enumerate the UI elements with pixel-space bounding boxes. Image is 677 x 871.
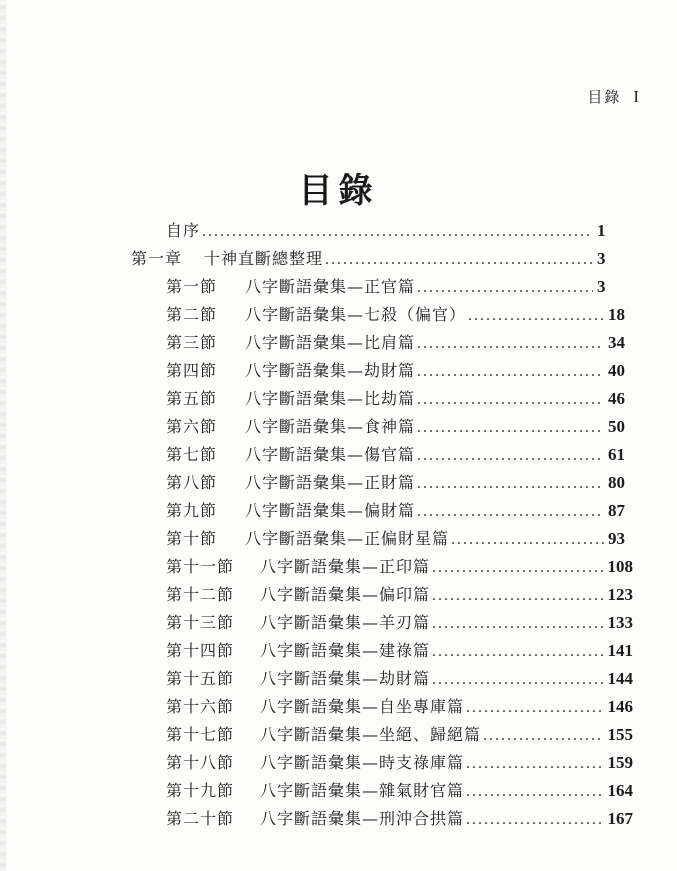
toc-entry-page: 167 [607,809,633,828]
toc-entry-section[interactable] [166,526,625,552]
toc-entry-section[interactable] [166,330,625,356]
toc-entry-section[interactable] [166,778,633,804]
toc-section-number: 第八節 [166,473,218,492]
toc-section-number: 第九節 [166,501,218,520]
toc-entry-page: 155 [607,725,633,744]
toc-entry-text: 八字斷語彙集—自坐專庫篇 [260,697,465,716]
leader-dots [417,387,604,413]
toc-entry-page: 46 [608,389,625,408]
leader-dots [417,359,604,385]
toc-entry-text: 八字斷語彙集—建祿篇 [260,641,431,660]
toc-section-number: 第十四節 [166,641,235,660]
toc-entry-section[interactable] [166,722,633,748]
toc-entry-page: 108 [607,557,633,576]
leader-dots [417,275,593,301]
toc-entry-section[interactable] [166,302,625,328]
toc-entry-page: 61 [608,445,625,464]
toc-entry-page: 93 [608,529,625,548]
toc-section-number: 第十二節 [166,585,235,604]
toc-entry-text: 八字斷語彙集—坐絕、歸絕篇 [260,725,482,744]
toc-entry-section[interactable] [166,386,625,412]
toc-section-number: 第七節 [166,445,218,464]
toc-entry-page: 146 [607,697,633,716]
toc-entry-page: 1 [597,221,606,240]
page-title: 目錄 [298,171,379,211]
running-head-title: 目錄 [587,88,622,106]
toc-entry-section[interactable] [166,442,625,468]
toc-entry-section[interactable] [166,694,633,720]
toc-entry-text: 八字斷語彙集—正印篇 [260,557,431,576]
scan-edge [0,0,6,871]
toc-entry-section[interactable] [166,582,633,608]
leader-dots [417,471,604,497]
toc-entry-text: 自序 [166,221,201,240]
toc-section-number: 第十五節 [166,669,235,688]
toc-entry-section[interactable] [166,414,625,440]
toc-entry-page: 3 [597,249,606,268]
toc-entry-text: 八字斷語彙集—時支祿庫篇 [260,753,465,772]
toc-entry-section[interactable] [166,750,633,776]
toc-entry-section[interactable] [166,638,633,664]
toc-section-number: 第五節 [166,389,218,408]
toc-entry-text: 八字斷語彙集—比肩篇 [245,333,416,352]
toc-entry-page: 34 [608,333,625,352]
running-head [587,86,641,107]
leader-dots [468,303,604,329]
toc-entry-text: 八字斷語彙集—食神篇 [245,417,416,436]
leader-dots [432,583,603,609]
toc-entry-text: 八字斷語彙集—劫財篇 [245,361,416,380]
toc-entry-page: 3 [597,277,606,296]
leader-dots [483,723,603,749]
toc-entry-page: 50 [608,417,625,436]
toc-entry-text: 八字斷語彙集—正偏財星篇 [245,529,450,548]
toc-entry-section[interactable] [166,554,633,580]
leader-dots [466,695,603,721]
toc-section-number: 第六節 [166,417,218,436]
toc-entry-text: 八字斷語彙集—羊刃篇 [260,613,431,632]
leader-dots [432,611,603,637]
toc-section-number: 第十九節 [166,781,235,800]
toc-section-number: 第二節 [166,305,218,324]
toc-entry-chapter[interactable] [131,246,611,272]
toc-entry-section[interactable] [166,358,625,384]
toc-entry-page: 40 [608,361,625,380]
toc-entry-text: 八字斷語彙集—正官篇 [245,277,416,296]
toc-section-number: 第十一節 [166,557,235,576]
leader-dots [451,527,604,553]
toc-entry-page: 123 [607,585,633,604]
toc-entry-page: 87 [608,501,625,520]
leader-dots [466,751,603,777]
toc-section-number: 第十三節 [166,613,235,632]
toc-entry-text: 八字斷語彙集—偏印篇 [260,585,431,604]
leader-dots [202,219,593,245]
toc-section-number: 第四節 [166,361,218,380]
toc-entry-page: 141 [607,641,633,660]
toc-entry-text: 八字斷語彙集—雜氣財官篇 [260,781,465,800]
toc-entry-page: 133 [607,613,633,632]
toc-entry-page: 80 [608,473,625,492]
toc-section-number: 第一節 [166,277,218,296]
toc-section-number: 第十節 [166,529,218,548]
toc-entry-page: 18 [608,305,625,324]
leader-dots [325,247,593,273]
toc-entry-text: 八字斷語彙集—比劫篇 [245,389,416,408]
toc-entry-text: 八字斷語彙集—偏財篇 [245,501,416,520]
leader-dots [417,499,604,525]
toc-entry-text: 八字斷語彙集—劫財篇 [260,669,431,688]
toc-entry-text: 十神直斷總整理 [204,249,324,268]
toc-section-number: 第十七節 [166,725,235,744]
toc-section-number: 第二十節 [166,809,235,828]
toc-entry-text: 八字斷語彙集—正財篇 [245,473,416,492]
toc-chapter-number: 第一章 [131,249,183,268]
toc-entry-text: 八字斷語彙集—刑沖合拱篇 [260,809,465,828]
leader-dots [466,807,603,833]
leader-dots [432,639,603,665]
toc-section-number: 第十六節 [166,697,235,716]
toc-entry-page: 144 [607,669,633,688]
leader-dots [466,779,603,805]
toc-section-number: 第三節 [166,333,218,352]
toc-entry-section[interactable] [166,470,625,496]
toc-entry-preface[interactable] [166,218,611,244]
toc-entry-text: 八字斷語彙集—七殺（偏官） [245,305,467,324]
toc-entry-section[interactable] [166,498,625,524]
toc-entry-text: 八字斷語彙集—傷官篇 [245,445,416,464]
running-head-page: I [633,87,641,106]
leader-dots [417,415,604,441]
toc-entry-section[interactable] [166,806,633,832]
leader-dots [432,555,603,581]
toc-entry-section[interactable] [166,610,633,636]
toc-entry-section[interactable] [166,274,611,300]
leader-dots [432,667,603,693]
leader-dots [417,443,604,469]
toc-entry-page: 159 [607,753,633,772]
toc-section-number: 第十八節 [166,753,235,772]
toc-entry-page: 164 [607,781,633,800]
leader-dots [417,331,604,357]
toc-entry-section[interactable] [166,666,633,692]
